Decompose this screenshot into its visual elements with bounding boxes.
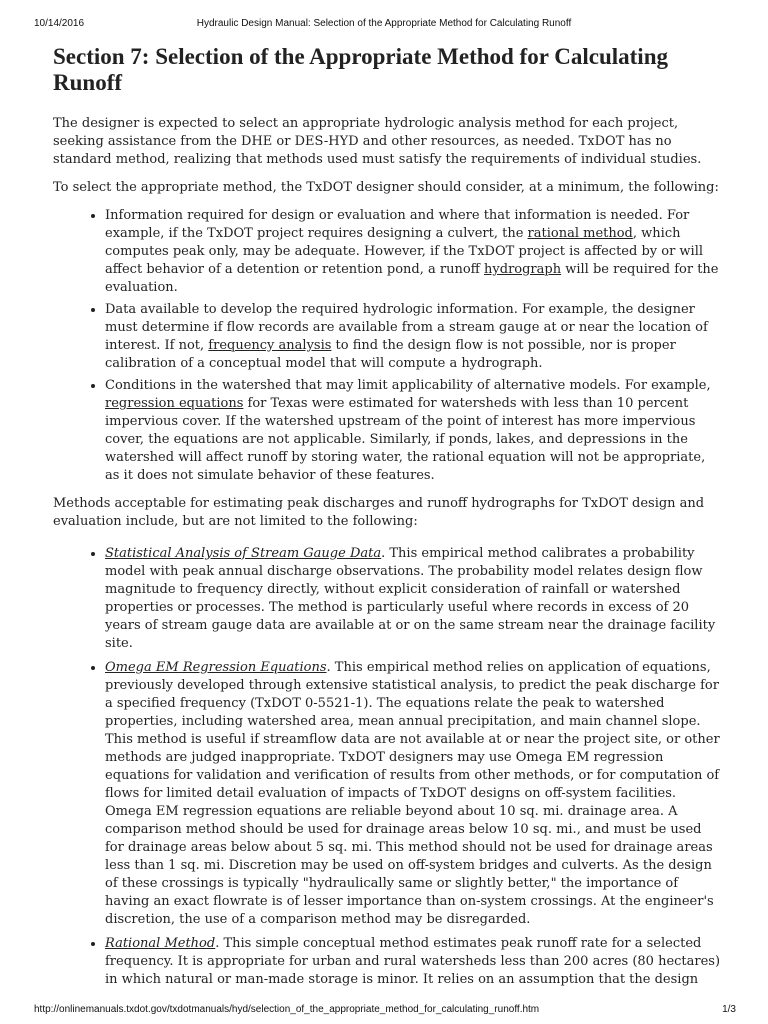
print-footer [0,1000,768,1024]
regression-equations-link[interactable]: regression equations [105,396,244,411]
list-item: • Conditions in the watershed that may limit applicability of alternative models. For example, regression equations for Texas were estimated for watersheds with less than 10 percent impervious cover. If the watershed upstream of the point of interest has more impervious cover, the equations are not applicable. Similarly, if ponds, lakes, and depressions in the watershed will affect runoff by storing water, the rational equation will not be appropriate, as it does not simulate behavior of these features. [105,377,723,485]
page-title: Section 7: Selection of the Appropriate Method for Calculating Runoff [53,44,668,95]
intro-paragraph: The designer is expected to select an appropriate hydrologic analysis method for each project, seeking assistance from the DHE or DES-HYD and other resources, as needed. TxDOT has no standard method, realizing that methods used must satisfy the requirements of individual studies. [53,116,702,167]
consider-intro-paragraph: To select the appropriate method, the TxDOT designer should consider, at a minimum, the following: [53,180,719,195]
rational-method-section-link[interactable]: Rational Method [105,936,216,951]
print-header [0,0,768,30]
main-content [53,44,723,990]
print-date: 10/14/2016 [34,18,85,29]
list-item: • Rational Method. This simple conceptual method estimates peak runoff rate for a selected frequency. It is appropriate for urban and rural watersheds less than 200 acres (80 hectares) in which natural or man-made storage is minor. It relies on an assumption that the design [105,935,723,990]
list-item: • Omega EM Regression Equations. This empirical method relies on application of equations, previously developed through extensive statistical analysis, to predict the peak discharge for a specified frequency (TxDOT 0-5521-1). The equations relate the peak to watershed properties, including watershed area, mean annual precipitation, and main channel slope. This method is useful if streamflow data are not available at or near the project site, or other methods are judged inappropriate. TxDOT designers may use Omega EM regression equations for validation and verification of results from other methods, or for computation of flows for limited detail evaluation of impacts of TxDOT designs on off-system facilities. Omega EM regression equations are reliable beyond about 10 sq. mi. drainage area. A comparison method should be used for drainage areas below 10 sq. mi., and must be used for drainage areas below about 5 sq. mi. This method should not be used for drainage areas less than 1 sq. mi. Discretion may be used on off-system bridges and culverts. As the design of these crossings is typically "hydraulically same or slightly better," the importance of having an exact flowrate is of lesser importance than on-system crossings. At the engineer's discretion, the use of a comparison method may be disregarded. [105,659,723,929]
page-number: 1/3 [722,1004,736,1015]
frequency-analysis-link[interactable]: frequency analysis [208,338,332,353]
methods-list [53,545,723,990]
list-item: • Statistical Analysis of Stream Gauge Data. This empirical method calibrates a probability model with peak annual discharge observations. The probability model relates design flow magnitude to frequency directly, without explicit consideration of rainfall or watershed properties or processes. The method is particularly useful where records in excess of 20 years of stream gauge data are available at or on the same stream near the drainage facility site. [105,545,723,653]
statistical-analysis-link[interactable]: Statistical Analysis of Stream Gauge Data [105,546,382,561]
methods-intro-paragraph: Methods acceptable for estimating peak discharges and runoff hydrographs for TxDOT design and evaluation include, but are not limited to the following: [53,496,705,529]
list-item: • Information required for design or evaluation and where that information is needed. For example, if the TxDOT project requires designing a culvert, the rational method, which computes peak only, may be adequate. However, if the TxDOT project is affected by or will affect behavior of a detention or retention pond, a runoff hydrograph will be required for the evaluation. [105,207,723,297]
hydrograph-link[interactable]: hydrograph [484,262,562,277]
print-title: Hydraulic Design Manual: Selection of the Appropriate Method for Calculating Runoff [196,18,572,29]
omega-em-regression-link[interactable]: Omega EM Regression Equations [105,660,327,675]
list-item: • Data available to develop the required hydrologic information. For example, the designer must determine if flow records are available from a stream gauge at or near the location of interest. If not, frequency analysis to find the design flow is not possible, nor is proper calibration of a conceptual model that will compute a hydrograph. [105,301,723,373]
print-url: http://onlinemanuals.txdot.gov/txdotmanuals/hyd/selection_of_the_appropriate_method_for_calculating_runoff.htm [34,1004,540,1015]
considerations-list [53,207,723,485]
rational-method-link[interactable]: rational method [527,226,633,241]
